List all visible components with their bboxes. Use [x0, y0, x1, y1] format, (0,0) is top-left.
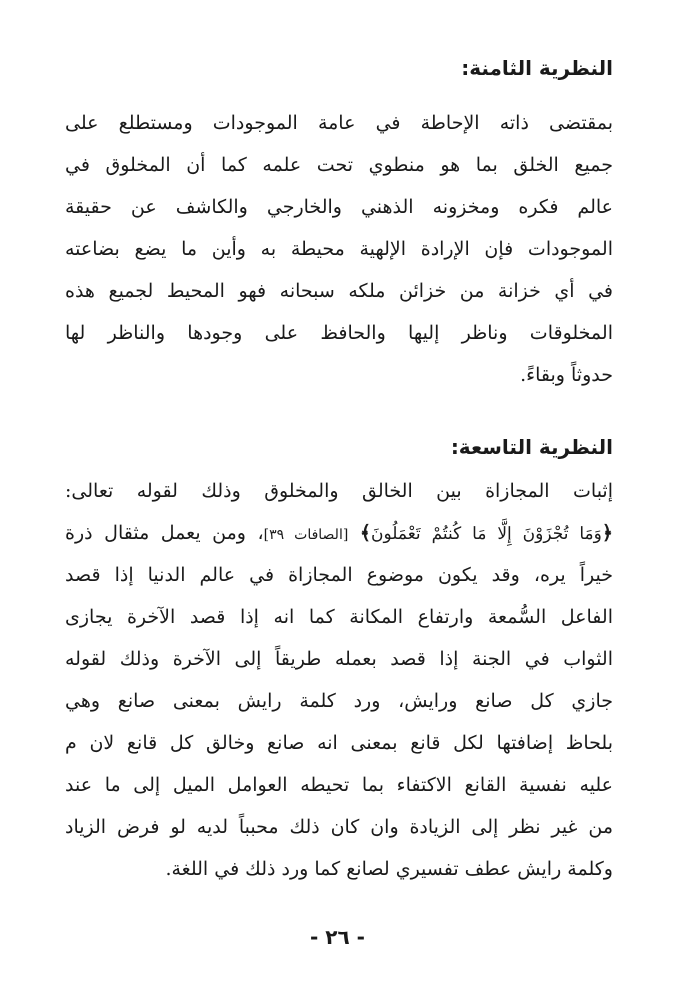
section-heading-ninth-theory: النظرية التاسعة: [450, 435, 613, 459]
text-line: عليه نفسية القانع الاكتفاء بما تحيطه العوامل الميل إلى ما عند [65, 774, 613, 796]
text-line: بلحاظ إضافتها لكل قانع بمعنى انه صانع وخالق كل قانع لان م [65, 732, 613, 754]
paragraph-ninth-theory [65, 470, 613, 890]
text-line: بمقتضى ذاته الإحاطة في عامة الموجودات ومستطلع على [65, 112, 613, 134]
text-line: الثواب في الجنة إذا قصد بعمله طريقاً إلى الآخرة وذلك لقوله [65, 648, 613, 670]
text-line: في أي خزانة من خزائن ملكه سبحانه فهو المحيط لجميع هذه [65, 280, 613, 302]
text-line: المخلوقات وناظر إليها والحافظ على وجودها والناظر لها [65, 322, 613, 344]
section-heading-eighth-theory: النظرية الثامنة: [461, 56, 613, 80]
quran-verse: وَمَا تُجْزَوْنَ إِلَّا مَا كُنتُمْ تَعْمَلُونَ [371, 524, 602, 544]
quran-bracket-close: ﴾ [359, 522, 371, 544]
text-line: الفاعل السُّمعة وارتفاع المكانة كما انه إذا قصد الآخرة يجازى [65, 606, 613, 628]
text-line: جازي كل صانع ورايش، ورد كلمة رايش بمعنى صانع وهي [65, 690, 613, 712]
paragraph-eighth-theory [65, 102, 613, 396]
text-line: وكلمة رايش عطف تفسيري لصانع كما ورد ذلك في اللغة. [165, 858, 613, 880]
text-line: إثبات المجازاة بين الخالق والمخلوق وذلك لقوله تعالى: [65, 480, 613, 502]
text-line: الموجودات فإن الإرادة الإلهية محيطة به وأين ما يضع بضاعته [65, 238, 613, 260]
verse-reference: [الصافات ٣٩] [263, 527, 349, 543]
page-number: - ٢٦ - [310, 925, 365, 949]
text-line: جميع الخلق بما هو منطوي تحت علمه كما أن المخلوق في [65, 154, 613, 176]
text-line: من غير نظر إلى الزيادة وان كان ذلك محبباً لديه لو فرض الزياد [65, 816, 613, 838]
text-line: خيراً يره، وقد يكون موضوع المجازاة في عالم الدنيا إذا قصد [65, 564, 613, 586]
text-line: عالم فكره ومخزونه الذهني والخارجي والكاشف عن حقيقة [65, 196, 613, 218]
text-after-verse: ، ومن يعمل مثقال ذرة [65, 522, 264, 544]
text-line: حدوثاً وبقاءً. [520, 364, 613, 386]
ayah-line [65, 512, 613, 554]
quran-bracket-open: ﴿ [601, 522, 613, 544]
